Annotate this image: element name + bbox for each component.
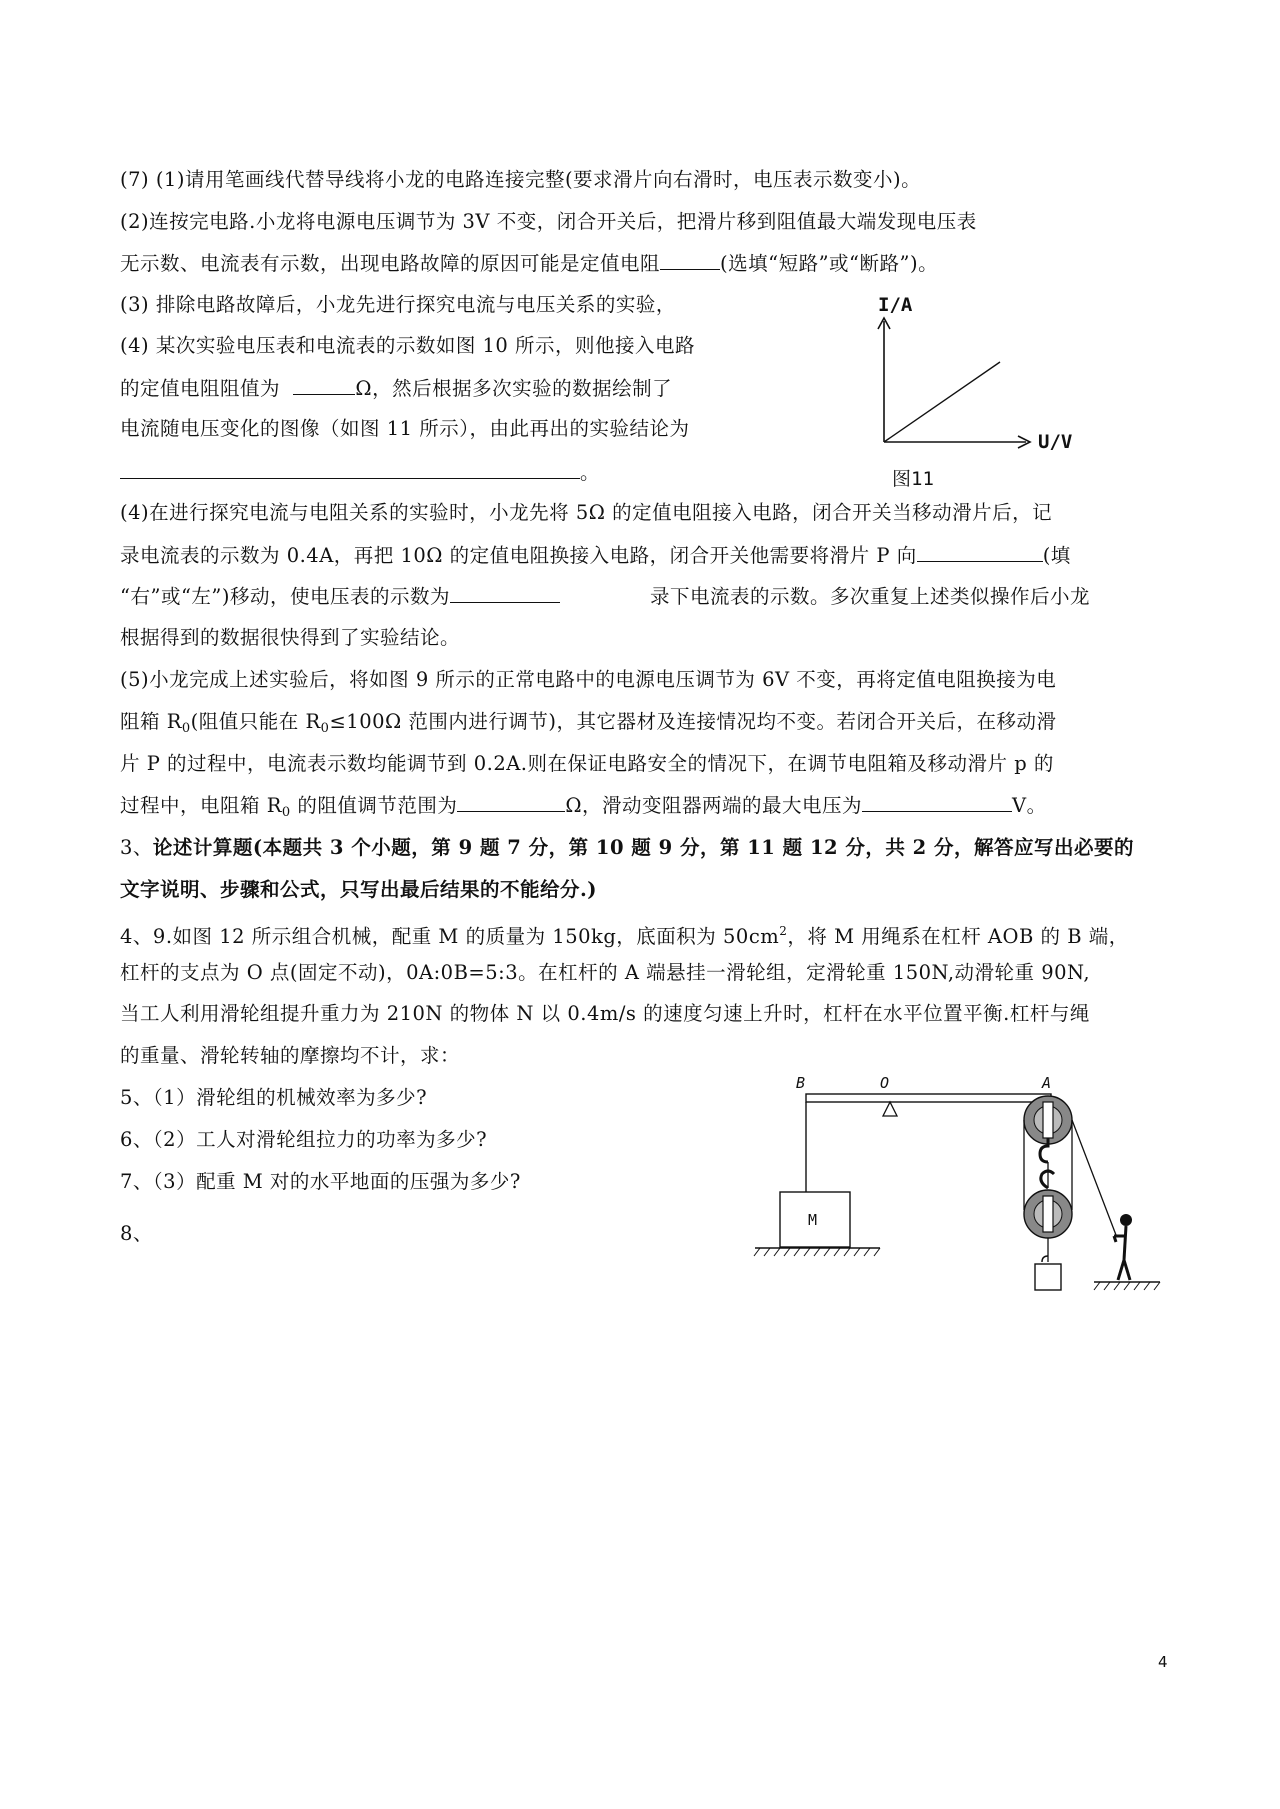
text-l4: (3) 排除电路故障后，小龙先进行探究电流与电压关系的实验， <box>120 293 676 316</box>
question-9-part-1 <box>120 1084 427 1112</box>
question-9 <box>120 917 1129 951</box>
question-7-4-conclusion <box>120 458 600 487</box>
answer-blank-range <box>457 791 565 812</box>
text-l16c: Ω，滑动变阻器两端的最大电压为 <box>565 794 863 817</box>
answer-blank-resistance <box>293 374 355 395</box>
question-7-6-cont2 <box>120 750 1054 778</box>
question-9-cont3 <box>120 1042 460 1070</box>
figure-12-lever-pulley <box>750 1070 1170 1360</box>
subscript-r0-3: 0 <box>281 805 291 820</box>
question-7-1 <box>120 166 921 194</box>
worker-figure <box>1114 1214 1132 1280</box>
question-7-2 <box>120 208 977 236</box>
question-7-6 <box>120 666 1056 694</box>
ground-right-hatch <box>1094 1282 1160 1290</box>
text-l10a: 录电流表的示数为 0.4A，再把 10Ω 的定值电阻换接入电路，闭合开关他需要将滑片 P 向 <box>120 544 917 567</box>
fixed-pulley-frame <box>1043 1102 1053 1138</box>
question-9-part-3 <box>120 1168 521 1196</box>
answer-blank-fault <box>660 249 720 270</box>
text-l15: 片 P 的过程中，电流表示数均能调节到 0.2A.则在保证电路安全的情况下，在调节电阻箱及移动滑片 p 的 <box>120 752 1054 775</box>
subscript-r0-2: 0 <box>320 721 330 736</box>
x-axis-label: U/V <box>1038 431 1073 453</box>
question-7-6-cont <box>120 708 1057 743</box>
movable-pulley-frame <box>1043 1196 1053 1232</box>
answer-blank-voltage <box>450 582 560 603</box>
item-8 <box>120 1220 153 1248</box>
text-l23: 5、（1）滑轮组的机械效率为多少? <box>120 1086 428 1109</box>
current-voltage-line <box>884 362 1000 442</box>
question-9-part-2 <box>120 1126 487 1154</box>
section-3-heading-cont <box>120 876 597 904</box>
answer-blank-conclusion <box>120 458 580 479</box>
ground-left-hatch <box>754 1248 880 1256</box>
text-l19b: ，将 M 用绳系在杠杆 AOB 的 B 端， <box>787 925 1129 948</box>
text-l2: (2)连按完电路.小龙将电源电压调节为 3V 不变，闭合开关后，把滑片移到阻值最大端发现电压表 <box>120 210 977 233</box>
text-l22: 的重量、滑轮转轴的摩擦均不计，求： <box>120 1044 461 1067</box>
question-7-5-cont <box>120 541 1071 570</box>
section-3-heading <box>120 834 1134 862</box>
text-l16b: 的阻值调节范围为 <box>290 794 458 817</box>
superscript-2: 2 <box>779 924 788 938</box>
text-l21: 当工人利用滑轮组提升重力为 210N 的物体 N 以 0.4m/s 的速度匀速上升时，杠杆在水平位置平衡.杠杆与绳 <box>120 1002 1090 1025</box>
page-number: 4 <box>1158 1653 1168 1671</box>
text-l8b: 。 <box>580 461 601 484</box>
label-m: M <box>808 1211 818 1229</box>
object-n <box>1035 1264 1061 1290</box>
lever-aob <box>806 1094 1051 1102</box>
text-l25: 7、（3）配重 M 对的水平地面的压强为多少? <box>120 1170 521 1193</box>
text-l17b: 论述计算题(本题共 3 个小题，第 9 题 7 分，第 10 题 9 分，第 11 题 12 分，共 2 分，解答应写出必要的 <box>152 836 1135 859</box>
text-l16d: V。 <box>1012 794 1047 817</box>
question-9-cont <box>120 959 1090 987</box>
figure-11-caption: 图11 <box>892 468 934 490</box>
text-l3b: (选填“短路”或“断路”)。 <box>720 252 939 275</box>
text-l10b: (填 <box>1042 544 1071 567</box>
question-7-3 <box>120 291 676 319</box>
text-l18: 文字说明、步骤和公式，只写出最后结果的不能给分.) <box>120 878 598 901</box>
section-number: 3、 <box>120 836 153 859</box>
label-a: A <box>1042 1074 1052 1092</box>
text-l13: (5)小龙完成上述实验后，将如图 9 所示的正常电路中的电源电压调节为 6V 不变，再将定值电阻换接为电 <box>120 668 1057 691</box>
text-l16a: 过程中，电阻箱 R <box>120 794 282 817</box>
rope-to-worker <box>1072 1120 1116 1235</box>
text-l24: 6、（2）工人对滑轮组拉力的功率为多少? <box>120 1128 488 1151</box>
label-o: O <box>880 1074 890 1092</box>
text-l11b: 录下电流表的示数。多次重复上述类似操作后小龙 <box>649 585 1090 608</box>
question-7-5-cont3 <box>120 624 460 652</box>
object-hook <box>1042 1256 1048 1262</box>
answer-blank-max-voltage <box>862 791 1012 812</box>
text-l14c: ≤100Ω 范围内进行调节)，其它器材及连接情况均不变。若闭合开关后，在移动滑 <box>329 710 1057 733</box>
text-l6b: Ω，然后根据多次实验的数据绘制了 <box>355 377 673 400</box>
label-b: B <box>796 1074 806 1092</box>
question-9-cont2 <box>120 1000 1090 1028</box>
text-l11a: “右”或“左”)移动，使电压表的示数为 <box>120 585 450 608</box>
text-l5: (4) 某次实验电压表和电流表的示数如图 10 所示，则他接入电路 <box>120 334 696 357</box>
question-7-5 <box>120 499 1052 527</box>
figure-11-graph <box>860 285 1110 500</box>
y-axis-label: I/A <box>878 294 913 316</box>
text-l12: 根据得到的数据很快得到了实验结论。 <box>120 626 461 649</box>
text-l9: (4)在进行探究电流与电阻关系的实验时，小龙先将 5Ω 的定值电阻接入电路，闭合开关当移动滑片后，记 <box>120 501 1053 524</box>
question-7-4-cont <box>120 374 672 403</box>
subscript-r0: 0 <box>181 721 191 736</box>
fulcrum <box>883 1102 897 1116</box>
question-7-4 <box>120 332 695 360</box>
question-7-4-cont2 <box>120 415 689 443</box>
text-l20: 杠杆的支点为 O 点(固定不动)，0A:0B=5:3。在杠杆的 A 端悬挂一滑轮组，定滑轮重 150N,动滑轮重 90N, <box>120 961 1091 984</box>
text-l7: 电流随电压变化的图像（如图 11 所示），由此再出的实验结论为 <box>120 417 690 440</box>
text-l6a: 的定值电阻阻值为 <box>120 377 281 400</box>
text-l3a: 无示数、电流表有示数，出现电路故障的原因可能是定值电阻 <box>120 252 661 275</box>
text-l14a: 阻箱 R <box>120 710 182 733</box>
text-l26: 8、 <box>120 1222 153 1245</box>
text-l14b: (阻值只能在 R <box>190 710 321 733</box>
answer-blank-direction <box>917 541 1043 562</box>
text-l19a: 4、9.如图 12 所示组合机械，配重 M 的质量为 150kg，底面积为 50cm <box>120 925 780 948</box>
text-l1: (7) (1)请用笔画线代替导线将小龙的电路连接完整(要求滑片向右滑时，电压表示数变小)。 <box>120 168 922 191</box>
question-7-6-cont3 <box>120 791 1047 827</box>
question-7-5-cont2 <box>120 582 1090 611</box>
question-7-2-cont <box>120 249 938 278</box>
